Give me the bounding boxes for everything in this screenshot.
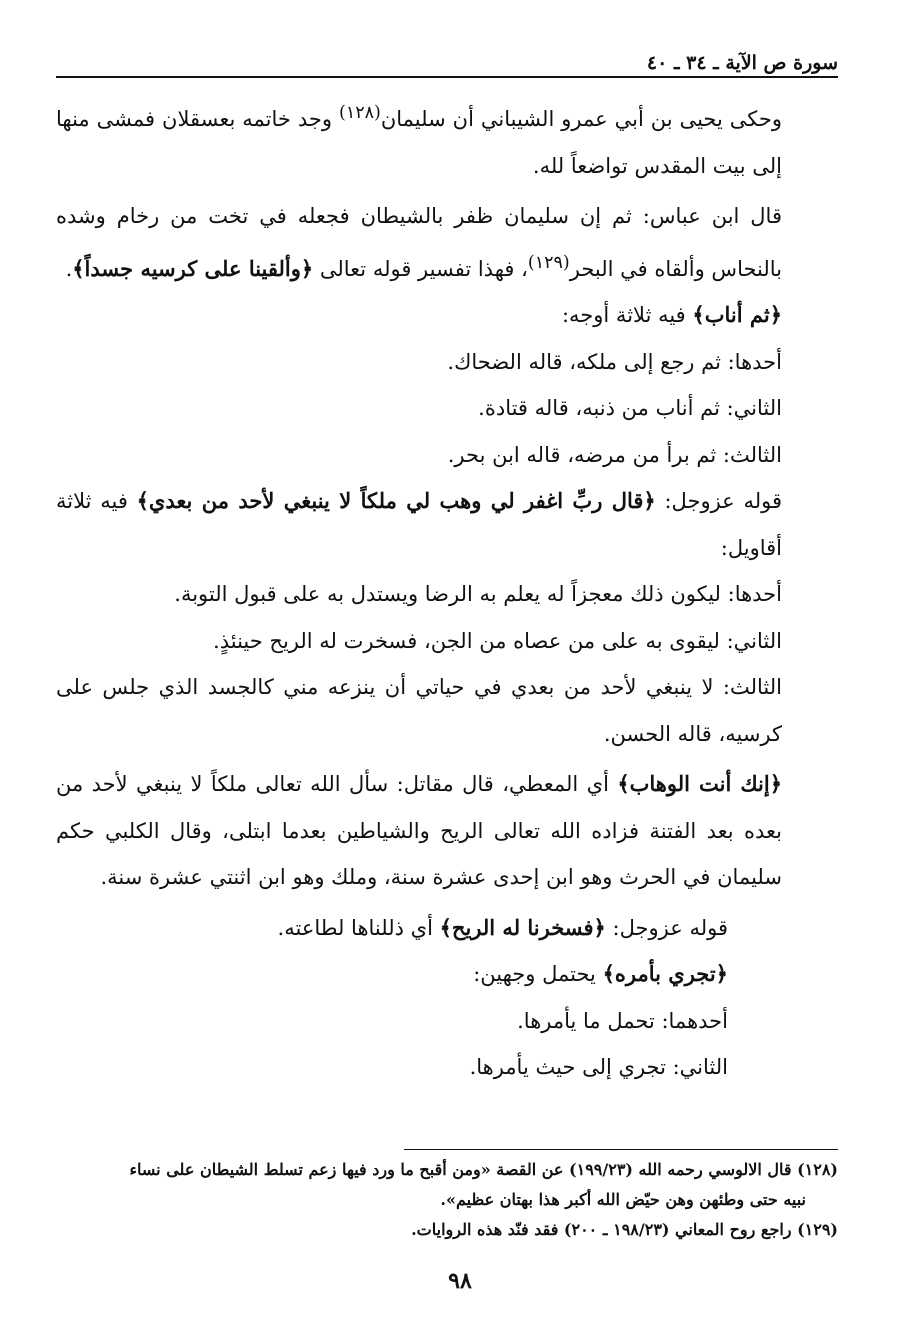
paragraph-p6 <box>56 432 838 479</box>
paragraph-text: قال ابن عباس: ثم إن سليمان ظفر بالشيطان فجعله في تخت من رخام وشده بالنحاس وألقاه في البحر <box>56 204 782 281</box>
paragraph-text: أحدها: ليكون ذلك معجزاً له يعلم به الرضا ويستدل به على قبول التوبة. <box>174 582 782 606</box>
paragraph-text: أي المعطي، قال مقاتل: سأل الله تعالى ملكاً لا ينبغي لأحد من بعده بعد الفتنة فزاده الله تعالى الريح والشياطين بعدما ابتلى، وقال الكلبي حكم سليمان في الحرث وهو ابن إحدى عشرة سنة، وملك وهو ابن اثنتي عشرة سنة. <box>56 772 782 889</box>
paragraph-text: قوله عزوجل: <box>605 915 728 940</box>
paragraph-text: الثالث: ثم برأ من مرضه، قاله ابن بحر. <box>447 442 782 467</box>
paragraph-text: وحكى يحيى بن أبي عمرو الشيباني أن سليمان <box>380 107 782 131</box>
quran-quote: ﴿إنك أنت الوهاب﴾ <box>617 771 782 796</box>
paragraph-p9 <box>56 618 838 665</box>
paragraph-text: أي ذللناها لطاعته. <box>277 915 440 940</box>
paragraph-text: الثاني: تجري إلى حيث يأمرها. <box>469 1055 728 1079</box>
quran-quote: ﴿وألقينا على كرسيه جسداً﴾ <box>72 255 314 281</box>
paragraph-text: فيه ثلاثة أوجه: <box>561 303 693 327</box>
footnotes <box>56 1155 838 1245</box>
paragraph-p3 <box>56 292 838 339</box>
running-header <box>56 50 838 78</box>
paragraph-text: أحدها: ثم رجع إلى ملكه، قاله الضحاك. <box>447 349 782 374</box>
paragraph-p10 <box>56 664 838 757</box>
paragraph-text: ، فهذا تفسير قوله تعالى <box>313 256 528 281</box>
paragraph-p1 <box>56 90 838 189</box>
footnote-128-line-1: (١٢٨) قال الالوسي رحمه الله (١٩٩/٢٣) عن القصة «ومن أقبح ما ورد فيها زعم تسلط الشيطان على نساء <box>129 1160 838 1179</box>
quran-quote: ﴿قال ربِّ اغفر لي وهب لي ملكاً لا ينبغي لأحد من بعدي﴾ <box>136 488 656 513</box>
footnote-129-text: (١٢٩) راجع روح المعاني (١٩٨/٢٣ ـ ٢٠٠) فقد فنّد هذه الروايات. <box>411 1220 838 1239</box>
paragraph-text: الثالث: لا ينبغي لأحد من بعدي في حياتي أن ينزعه مني كالجسد الذي جلس على كرسيه، قاله الحسن. <box>56 675 782 746</box>
paragraph-text: وجد خاتمه بعسقلان فمشى منها إلى بيت المقدس تواضعاً لله. <box>56 107 782 178</box>
paragraph-p15 <box>56 1044 838 1091</box>
paragraph-text: فيه ثلاثة أقاويل: <box>56 489 782 560</box>
footnote-128-continuation <box>56 1185 838 1215</box>
footnote-marker: (١٢٩) <box>527 252 570 273</box>
footnote-128-line-2: نبيه حتى وطئهن وهن حيّض الله أكبر هذا بهتان عظيم». <box>440 1190 806 1209</box>
footnote-129 <box>56 1215 838 1245</box>
paragraph-text: الثاني: ثم أناب من ذنبه، قاله قتادة. <box>478 396 782 420</box>
quran-quote: ﴿ثم أناب﴾ <box>692 302 782 327</box>
paragraph-p5 <box>56 385 838 432</box>
page-number: ٩٨ <box>448 1268 472 1294</box>
paragraph-text: الثاني: ليقوى به على من عصاه من الجن، فسخرت له الريح حينئذٍ. <box>213 628 782 653</box>
paragraph-p8 <box>56 571 838 618</box>
paragraph-text: قوله عزوجل: <box>655 489 782 513</box>
paragraph-p2 <box>56 193 838 292</box>
paragraph-text: أحدهما: تحمل ما يأمرها. <box>517 1008 728 1033</box>
quran-quote: ﴿تجري بأمره﴾ <box>602 961 728 986</box>
paragraph-p12 <box>56 905 838 952</box>
paragraph-p14 <box>56 998 838 1045</box>
main-text <box>56 90 838 1091</box>
footnote-128 <box>56 1155 838 1185</box>
footnote-separator <box>404 1149 838 1150</box>
paragraph-p13 <box>56 951 838 998</box>
paragraph-p11 <box>56 761 838 901</box>
paragraph-p4 <box>56 339 838 386</box>
quran-quote: ﴿فسخرنا له الريح﴾ <box>439 914 606 940</box>
footnote-marker: (١٢٨) <box>338 103 381 123</box>
paragraph-text: يحتمل وجهين: <box>473 962 603 986</box>
paragraph-text: . <box>65 256 73 281</box>
running-header-title: سورة ص الآية ـ ٣٤ ـ ٤٠ <box>646 52 838 74</box>
paragraph-p7 <box>56 478 838 571</box>
